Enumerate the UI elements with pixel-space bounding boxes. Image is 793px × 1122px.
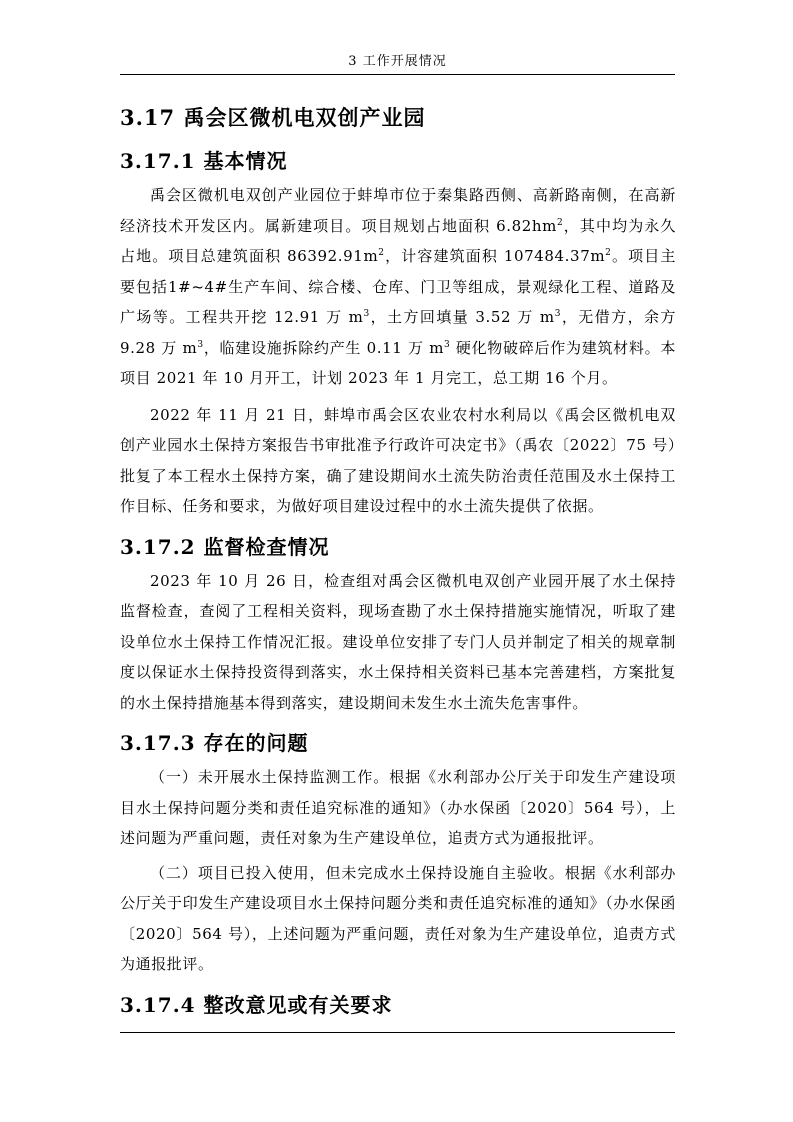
subsection-title-basic-info: 3.17.1 基本情况 (120, 149, 288, 173)
subsection-title-inspection: 3.17.2 监督检查情况 (120, 534, 330, 559)
paragraph-issue-1: （一）未开展水土保持监测工作。根据《水利部办公厅关于印发生产建设项目水土保持问题分类和责任追究标准的通知》（办水保函〔2020〕564 号），上述问题为严重问题，责任对象为生产建设单位，追责方式为通报批评。 (120, 768, 676, 847)
subsection-title-rectification: 3.17.4 整改意见或有关要求 (120, 992, 393, 1017)
paragraph-project-overview: 禹会区微机电双创产业园位于蚌埠市位于秦集路西侧、高新路南侧，在高新经济技术开发区内。属新建项目。项目规划占地面积 $6.82hm^2$，其中均为永久占地。项目总建筑面积 $86392.91m^2$，计容建筑面积 $107484.37m^2$。项目主要包括1#~4#生产车间、综合楼、仓库、门卫等组成，景观绿化工程、道路及广场等。工程共开挖 12.91 万 $m^3$，土方回填量 3.52 万 $m^3$，无借方，余方 9.28 万 $m^3$，临建设施拆除约产生 0.11 万 $m^3$ 硬化物破碎后作为建筑材料。本项目 2021 年 10 月开工，计划 2023 年 1 月完工，总工期 16 个月。 (120, 186, 676, 387)
paragraph-approval: 2022 年 11 月 21 日，蚌埠市禹会区农业农村水利局以《禹会区微机电双创产业园水土保持方案报告书审批准予行政许可决定书》（禹农〔2022〕75 号）批复了本工程水土保持方案，确了建设期间水土流失防治责任范围及水土保持工作目标、任务和要求，为做好项目建设过程中的水土流失提供了依据。 (120, 405, 676, 515)
paragraph-issue-2: （二）项目已投入使用，但未完成水土保持设施自主验收。根据《水利部办公厅关于印发生产建设项目水土保持问题分类和责任追究标准的通知》（办水保函〔2020〕564 号），上述问题为严重问题，责任对象为生产建设单位，追责方式为通报批评。 (120, 863, 676, 973)
header-rule (120, 74, 675, 75)
paragraph-inspection: 2023 年 10 月 26 日，检查组对禹会区微机电双创产业园开展了水土保持监督检查，查阅了工程相关资料，现场查勘了水土保持措施实施情况，听取了建设单位水土保持工作情况汇报。建设单位安排了专门人员并制定了相关的规章制度以保证水土保持投资得到落实，水土保持相关资料已基本完善建档，方案批复的水土保持措施基本得到落实，建设期间未发生水土流失危害事件。 (120, 571, 676, 712)
page-content (120, 100, 676, 1024)
running-header: 3 工作开展情况 (348, 54, 447, 69)
footer-rule (120, 1032, 675, 1033)
section-title: 3.17 禹会区微机电双创产业园 (120, 105, 426, 130)
subsection-title-issues: 3.17.3 存在的问题 (120, 731, 309, 755)
